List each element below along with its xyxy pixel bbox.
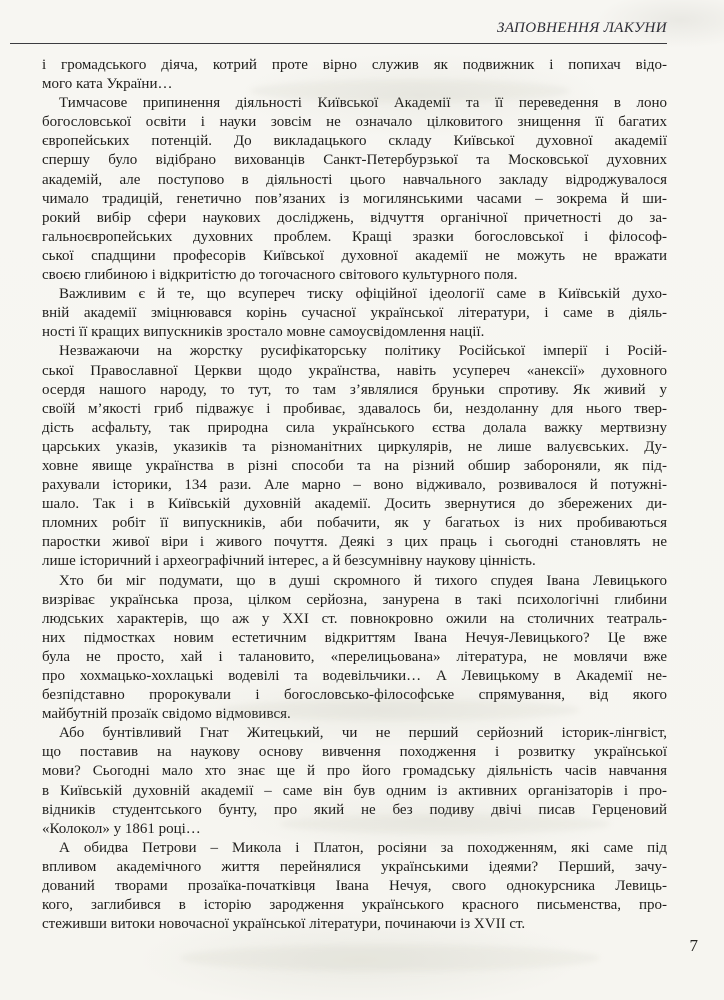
paragraph (42, 285, 667, 342)
text-line: них підмостках новим естетичним відкриттям Івана Нечуя-Левицького? Це вже (42, 629, 667, 646)
text-line: про хохмацько-хохлацькі водевілі та водевільчики… А Левицькому в Академії не- (42, 668, 667, 684)
text-line: дість асфальту, так природна сила українського єства долала важку мертвизну (42, 419, 667, 436)
text-line: ності її кращих випускників зростало мовне самоусвідомлення нації. (42, 324, 485, 341)
text-line: вній академії зміцнювався корінь сучасної української літератури, і саме в діяль- (42, 305, 667, 322)
text-line: А обидва Петрови – Микола і Платон, росіяни за походженням, які саме під (59, 839, 667, 856)
text-line: дований творами прозаїка-початківця Івана Нечуя, свого однокурсника Левиць- (42, 878, 667, 895)
text-line: ської Православної Церкви щодо українства, навіть усупереч «анексії» духовного (42, 362, 667, 379)
text-line: шало. Так і в Київській духовній академії. Досить звернутися до збережених ди- (42, 496, 667, 513)
text-line: європейських потенцій. До викладацького складу Київської духовної академії (42, 133, 667, 150)
paragraph (42, 342, 667, 571)
text-line: мови? Сьогодні мало хто знає ще й про його громадську діяльність часів навчання (42, 763, 667, 780)
text-line: ховне явище українства в різні способи та на різний обшир забороняли, як під- (42, 457, 667, 474)
paragraph (42, 572, 667, 725)
text-line: богословської освіти і науки зовсім не означало цілковитого знищення її багатих (42, 114, 667, 131)
text-line: мого ката України… (42, 76, 173, 93)
page-number: 7 (689, 936, 698, 955)
page-body (42, 56, 667, 934)
text-line: в Київській духовній академії – саме він був одним із активних організаторів і про- (42, 782, 667, 799)
text-line: Незважаючи на жорстку русифікаторську політику Російської імперії і Росій- (59, 343, 667, 360)
text-line: академій, але поступово в діяльності цього навчального закладу відроджувалося (42, 171, 667, 188)
text-line: визріває українська проза, цілком серйозна, занурена в такі психологічні глибини (42, 591, 667, 608)
text-line: «Колокол» у 1861 році… (42, 820, 201, 837)
text-line: гальноєвропейських духовних проблем. Кращі зразки богословської і філософ- (42, 228, 667, 245)
text-line: стеживши витоки новочасної української літератури, починаючи із XVII ст. (42, 916, 526, 933)
text-line: впливом академічного життя перейнялися українськими ідеями? Перший, зачу- (42, 858, 667, 875)
text-line: царських указів, указиків та різноманітних циркулярів, не лише валуєвських. Ду- (42, 438, 667, 455)
text-line: Хто би міг подумати, що в душі скромного й тихого спудея Івана Левицького (59, 572, 667, 589)
text-line: була не просто, хай і талановито, «перелицьована» література, не мовлячи вже (42, 648, 667, 665)
text-line: лише історичний і археографічний інтерес, а й безсумнівну наукову цінність. (42, 553, 536, 570)
text-line: людських характерів, що аж у XXI ст. повнокровно ожили на столичних театраль- (42, 610, 667, 627)
text-line: відників студентського бунту, про який не без подиву двічі писав Герценовий (42, 801, 667, 818)
text-line: безпідставно пророкували і богословсько-філософське спрямування, від якого (42, 687, 667, 704)
text-line: паростки живої віри і живого почуття. Деякі з цих праць і сьогодні становлять не (42, 534, 667, 551)
running-head: ЗАПОВНЕННЯ ЛАКУНИ (497, 20, 667, 36)
scan-smudge (180, 945, 600, 971)
text-line: рахували історики, 134 рази. Але марно – воно відживало, розвивалося й потужні- (42, 477, 667, 494)
paragraph (42, 724, 667, 839)
header-rule (10, 43, 667, 44)
text-line: ської спадщини професорів Київської духовної академії не можуть не вражати (42, 247, 667, 264)
text-line: осердя нашого народу, то тут, то там з’являлися бруньки спротиву. Як живий у (42, 381, 667, 398)
text-line: кого, заглибився в історію зародження українського красного письменства, про- (42, 897, 667, 914)
text-line: спершу було відібрано вихованців Санкт-Петербурзької та Московської духовних (42, 152, 667, 169)
text-line: майбутній прозаїк свідомо відмовився. (42, 706, 291, 723)
paragraph (42, 839, 667, 934)
text-line: Важливим є й те, що всупереч тиску офіційної ідеології саме в Київській духо- (59, 286, 667, 303)
text-line: Тимчасове припинення діяльності Київської Академії та її переведення в лоно (59, 95, 667, 112)
paragraph (42, 56, 667, 94)
text-line: чимало традицій, генетично пов’язаних із могилянськими часами – зокрема й ши- (42, 190, 667, 207)
paragraph (42, 94, 667, 285)
text-line: своєю глибиною і відкритістю до тогочасного світового культурного поля. (42, 267, 518, 284)
text-line: і громадського діяча, котрий проте вірно служив як подвижник і попихач відо- (42, 57, 667, 73)
text-line: Або бунтівливий Гнат Житецький, чи не перший серйозний історик-лінгвіст, (59, 725, 667, 742)
text-line: рокий вибір сфери наукових досліджень, відчуття органічної причетності до за- (42, 209, 667, 226)
text-line: своїй м’якості гриб підважує і пробиває, здавалось би, нездоланну для нього твер- (42, 400, 667, 417)
text-line: пломних робіт її випускників, аби побачити, як у багатьох із них пробиваються (42, 515, 667, 532)
text-line: що поставив на наукову основу вивчення походження і розвитку української (42, 744, 667, 761)
